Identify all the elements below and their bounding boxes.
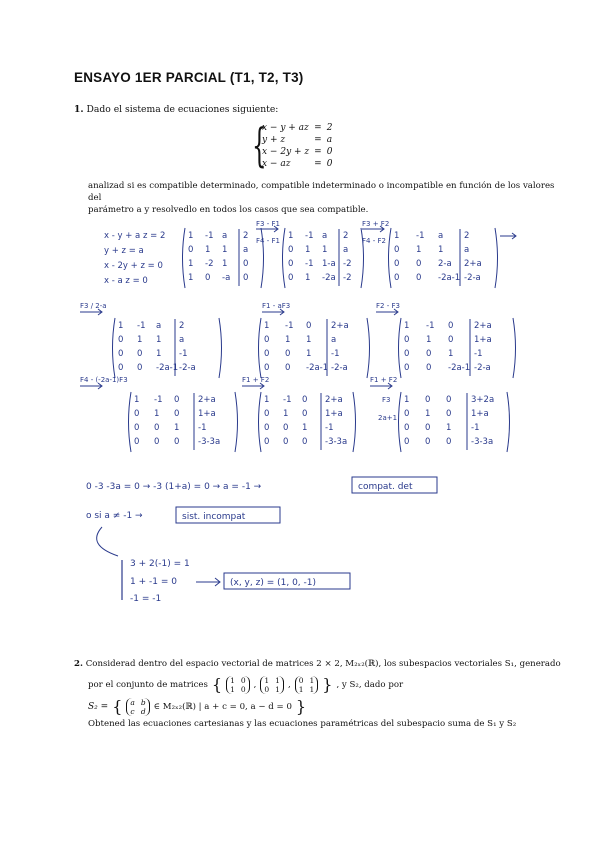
equation-row: x − az = 0: [262, 159, 333, 169]
row-operation: F4 - (-2a-1)F3: [80, 376, 128, 384]
arrow: [500, 233, 516, 239]
matrix-cell: -1: [283, 395, 292, 405]
matrix-cell: 1: [302, 423, 308, 433]
matrix-cell: 0: [394, 245, 400, 255]
matrix-cell: 0: [302, 395, 308, 405]
question-number: 2.: [74, 659, 83, 669]
matrix-cell: -2: [343, 259, 352, 269]
matrix-cell: 1: [156, 335, 162, 345]
matrix-cell: 0: [154, 437, 160, 447]
matrix-cell: 0: [174, 437, 180, 447]
matrix-cell: 0: [448, 335, 454, 345]
box-text: compat. det: [358, 482, 413, 492]
matrix-cell: 0: [288, 259, 294, 269]
matrix-cell: 1+a: [471, 409, 489, 419]
matrix-cell: 1: [154, 409, 160, 419]
matrix-cell: -2a-1: [438, 273, 461, 283]
matrix-cell: -1: [416, 231, 425, 241]
page-title: ENSAYO 1ER PARCIAL (T1, T2, T3): [74, 70, 304, 85]
matrix-cell: 1: [205, 245, 211, 255]
matrix-cell: 0: [264, 349, 270, 359]
matrix-cell: -2a-1: [306, 363, 329, 373]
matrix-cell: 2-a: [438, 259, 452, 269]
matrix-cell: 1: [404, 395, 410, 405]
matrix-cell: 2+a: [198, 395, 216, 405]
matrix-cell: 0: [264, 423, 270, 433]
q2-line-3: [88, 698, 306, 716]
q2-text: ∈ M₂ₓ₂(ℝ) | a + c = 0, a − d = 0: [153, 702, 292, 712]
set-brace: }: [295, 697, 307, 716]
matrix-cell: 1: [134, 395, 140, 405]
augmented-matrix: [288, 231, 351, 283]
matrix-cell: 3+2a: [471, 395, 495, 405]
row-operation: F4 - F1: [256, 237, 280, 245]
matrix-cell: 0: [288, 245, 294, 255]
matrix-cell: 1: [438, 245, 444, 255]
matrix-cell: 1+a: [325, 409, 343, 419]
matrix-cell: 1+a: [198, 409, 216, 419]
matrix-cell: 0: [118, 363, 124, 373]
matrix-cell: a: [438, 231, 444, 241]
hand-equation: x - 2y + z = 0: [104, 261, 163, 271]
matrix-cell: 0: [425, 423, 431, 433]
augmented-matrix: [118, 321, 196, 373]
matrix-cell: -1: [331, 349, 340, 359]
equation-row: x − y + az = 2: [262, 123, 333, 133]
matrix-cell: a: [464, 245, 470, 255]
matrix-cell: 2: [179, 321, 185, 331]
matrix-cell: 1: [322, 245, 328, 255]
question-number: 1.: [74, 104, 84, 115]
matrix-cell: 0: [264, 335, 270, 345]
augmented-matrix: [134, 395, 220, 447]
matrix-cell: -3-3a: [471, 437, 494, 447]
hand-equation: x - y + a z = 2: [104, 231, 166, 241]
matrix-cell: -1: [198, 423, 207, 433]
matrix-cell: 1: [264, 321, 270, 331]
curved-arrow: [97, 527, 118, 556]
row-operation: F3 - F1: [256, 220, 280, 228]
matrix-cell: 1: [188, 231, 194, 241]
matrix-cell: -2-a: [179, 363, 196, 373]
matrix-cell: a: [343, 245, 349, 255]
matrix-cell: -1: [325, 423, 334, 433]
matrix-cell: 0: [446, 437, 452, 447]
matrix-cell: 0: [154, 423, 160, 433]
matrix-cell: 0: [425, 437, 431, 447]
matrix-cell: 0: [288, 273, 294, 283]
q2-line-4: Obtened las ecuaciones cartesianas y las ecuaciones paramétricas del subespacio suma de S₁ y S₂: [88, 719, 517, 729]
matrix-cell: 0: [118, 349, 124, 359]
matrix-cell: 0: [394, 259, 400, 269]
matrix-cell: 1: [137, 335, 143, 345]
matrix-cell: 2+a: [464, 259, 482, 269]
matrix-cell: a: [322, 231, 328, 241]
task-line: parámetro a y resolvedlo en todos los casos que sea compatible.: [88, 205, 369, 215]
matrix-cell: 1: [306, 335, 312, 345]
augmented-matrix: [404, 395, 494, 447]
matrix-bracket: [129, 392, 238, 452]
matrix-cell: -2: [205, 259, 214, 269]
matrix-cell: a: [331, 335, 337, 345]
matrix-cell: 0: [285, 363, 291, 373]
matrix-cell: 1: [288, 231, 294, 241]
matrix-cell: 0: [283, 437, 289, 447]
matrix-cell: 0: [426, 349, 432, 359]
matrix-cell: 1: [222, 259, 228, 269]
matrix-cell: 0: [134, 423, 140, 433]
matrix-cell: 0: [243, 273, 249, 283]
solution-line: 3 + 2(-1) = 1: [130, 559, 190, 569]
matrix-cell: 2: [343, 231, 349, 241]
matrix-cell: a: [156, 321, 162, 331]
matrix-cell: 0: [134, 409, 140, 419]
matrix-cell: 1: [306, 349, 312, 359]
matrix-cell: -3-3a: [325, 437, 348, 447]
matrix-cell: a: [222, 231, 228, 241]
row-operation: F1 + F2: [242, 376, 270, 384]
matrix-cell: 1: [156, 349, 162, 359]
matrix-cell: 1: [416, 245, 422, 255]
matrix-cell: 0: [404, 349, 410, 359]
matrix-cell: 2: [464, 231, 470, 241]
matrix-cell: 0: [306, 321, 312, 331]
matrix-cell: 0: [118, 335, 124, 345]
matrix-cell: 2: [243, 231, 249, 241]
matrix-cell: 1: [222, 245, 228, 255]
matrix-cell: 2+a: [474, 321, 492, 331]
matrix-cell: 0: [404, 363, 410, 373]
matrix-cell: -2a: [322, 273, 336, 283]
task-line: analizad si es compatible determinado, compatible indeterminado o incompatible en función de los valores del: [88, 181, 555, 203]
matrix-cell: -2-a: [474, 363, 491, 373]
q2-line-2: por el conjunto de matrices { 1 0 1 0 , 1 1 0 1 , 0 1 1 1 } , y S₂, dado por: [88, 675, 404, 694]
matrix-cell: -1: [305, 231, 314, 241]
matrix-cell: 0: [404, 437, 410, 447]
set-brace: }: [322, 675, 333, 694]
row-operation: F3: [382, 396, 391, 404]
matrix-cell: -2a-1: [448, 363, 471, 373]
matrix-cell: 1: [188, 273, 194, 283]
matrix-cell: a: [243, 245, 249, 255]
matrix-cell: 1: [426, 335, 432, 345]
matrix-cell: 0: [404, 423, 410, 433]
arrow: [196, 578, 220, 586]
matrix: a b c d: [126, 698, 149, 716]
matrix-cell: 1: [285, 335, 291, 345]
matrix-cell: 1: [305, 245, 311, 255]
row-operation: F3 / 2-a: [80, 302, 107, 310]
matrix-cell: 0: [137, 349, 143, 359]
matrix-cell: 0: [188, 245, 194, 255]
equation-row: y + z = a: [262, 135, 333, 145]
matrix-cell: 0: [302, 437, 308, 447]
matrix-cell: 0: [416, 273, 422, 283]
q2-text: por el conjunto de matrices: [88, 680, 208, 690]
matrix: 1 1 0 1: [260, 676, 284, 694]
hand-equation: y + z = a: [104, 246, 144, 256]
augmented-matrix: [264, 395, 347, 447]
matrix-cell: -1: [205, 231, 214, 241]
matrix-cell: -1: [471, 423, 480, 433]
matrix-cell: 0: [446, 409, 452, 419]
augmented-matrix: [394, 231, 482, 283]
matrix-cell: -1: [179, 349, 188, 359]
matrix-cell: a: [179, 335, 185, 345]
q2-text: S₂ =: [88, 702, 109, 712]
matrix-cell: 1: [188, 259, 194, 269]
matrix-cell: 0: [302, 409, 308, 419]
condition-line: o si a ≠ -1 →: [86, 511, 143, 521]
augmented-matrix: [264, 321, 349, 373]
matrix-cell: 0: [426, 363, 432, 373]
question-text: Dado el sistema de ecuaciones siguiente:: [86, 104, 279, 115]
matrix-cell: 1: [305, 273, 311, 283]
q2-text: , y S₂, dado por: [336, 680, 404, 690]
matrix-cell: 0: [404, 335, 410, 345]
question-2: [74, 658, 564, 670]
matrix-cell: -a: [222, 273, 231, 283]
matrix-cell: -2-a: [331, 363, 348, 373]
row-operation: F3 + F2: [362, 220, 390, 228]
row-operation: F1 - aF3: [262, 302, 291, 310]
matrix-cell: -2-a: [464, 273, 481, 283]
augmented-matrix: [404, 321, 492, 373]
matrix: 0 1 1 1: [295, 676, 319, 694]
equation-row: x − 2y + z = 0: [262, 147, 333, 157]
matrix-cell: 1: [283, 409, 289, 419]
matrix-cell: 1: [264, 395, 270, 405]
matrix-cell: 0: [137, 363, 143, 373]
matrix-cell: 0: [243, 259, 249, 269]
matrix-cell: 1: [118, 321, 124, 331]
row-operation: F4 - F2: [362, 237, 386, 245]
matrix-cell: 1: [394, 231, 400, 241]
row-operation: F2 - F3: [376, 302, 400, 310]
matrix-cell: 0: [285, 349, 291, 359]
matrix-cell: 0: [404, 409, 410, 419]
matrix-cell: -1: [154, 395, 163, 405]
matrix-cell: 0: [425, 395, 431, 405]
matrix-cell: -1: [474, 349, 483, 359]
matrix-cell: -2: [343, 273, 352, 283]
matrix-cell: -3-3a: [198, 437, 221, 447]
matrix-cell: 1: [446, 423, 452, 433]
matrix-cell: 0: [448, 321, 454, 331]
set-brace: {: [112, 697, 123, 716]
matrix-cell: 0: [174, 409, 180, 419]
matrix-cell: 2+a: [325, 395, 343, 405]
solution-line: -1 = -1: [130, 594, 162, 604]
row-operation: F1 + F2: [370, 376, 398, 384]
matrix-cell: 0: [416, 259, 422, 269]
matrix-cell: 1: [448, 349, 454, 359]
matrix-cell: -2a-1: [156, 363, 179, 373]
matrix-cell: 0: [264, 437, 270, 447]
matrix-cell: 1+a: [474, 335, 492, 345]
matrix-cell: -1: [305, 259, 314, 269]
matrix-cell: 1: [174, 423, 180, 433]
q2-line: [74, 658, 564, 670]
row-operation: 2a+1: [378, 414, 398, 422]
hand-equation: x - a z = 0: [104, 276, 148, 286]
matrix-cell: 1: [404, 321, 410, 331]
matrix-cell: 1-a: [322, 259, 336, 269]
condition-line: 0 -3 -3a = 0 → -3 (1+a) = 0 → a = -1 →: [86, 482, 262, 492]
system-brace: {: [252, 118, 267, 172]
matrix-cell: 0: [283, 423, 289, 433]
solution-line: 1 + -1 = 0: [130, 577, 177, 587]
matrix-cell: 1: [425, 409, 431, 419]
matrix-cell: 0: [446, 395, 452, 405]
matrix-cell: 0: [264, 363, 270, 373]
matrix-cell: 2+a: [331, 321, 349, 331]
matrix: 1 0 1 0: [226, 676, 250, 694]
set-brace: {: [211, 675, 223, 694]
matrix-cell: -1: [285, 321, 294, 331]
matrix-cell: 0: [394, 273, 400, 283]
matrix-cell: -1: [137, 321, 146, 331]
matrix-cell: 0: [134, 437, 140, 447]
box-text: (x, y, z) = (1, 0, -1): [230, 578, 316, 588]
matrix-cell: -1: [426, 321, 435, 331]
matrix-cell: 0: [174, 395, 180, 405]
matrix-cell: 0: [264, 409, 270, 419]
matrix-cell: 0: [205, 273, 211, 283]
q2-text: Considerad dentro del espacio vectorial de matrices 2 × 2, M₂ₓ₂(ℝ), los subespacios vectoriales S₁, generado: [85, 659, 561, 669]
box-text: sist. incompat: [182, 512, 246, 522]
